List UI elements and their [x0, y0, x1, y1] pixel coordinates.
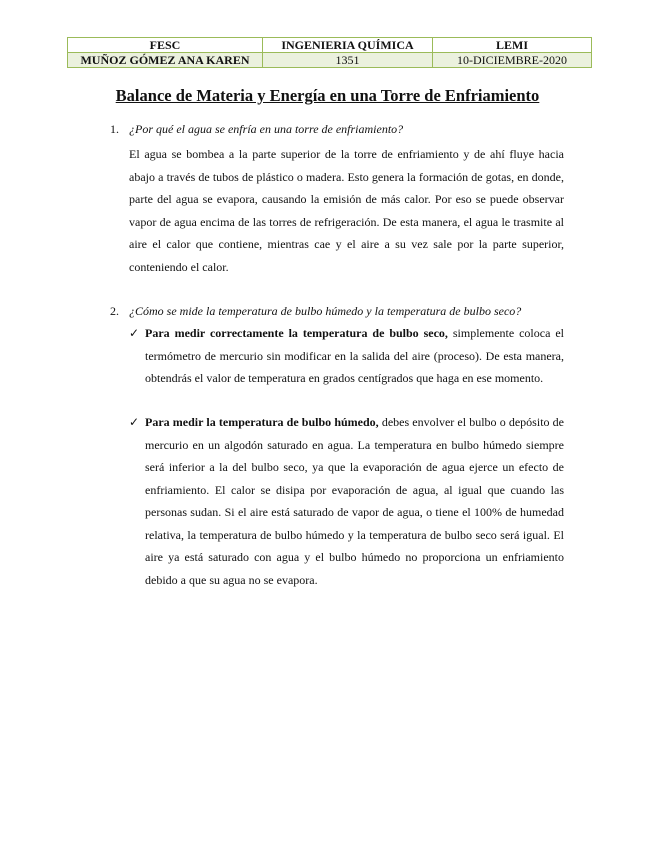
checkmark-icon: ✓ [129, 415, 140, 429]
header-cell-lab: LEMI [433, 38, 592, 53]
bullet-text: debes envolver el bulbo o depósito de mercurio en un algodón saturado en agua. La temperatura en bulbo húmedo siempre será inferior a la del bulbo seco, ya que la evaporación de agua ejerce un efecto de enfriamiento. El calor se disipa por evaporación de agua, al igual que cuando las personas sudan. Si el aire está saturado de vapor de agua, o tiene el 100% de humedad relativa, la temperatura de bulbo húmedo y la temperatura de bulbo seco será igual. El aire ya está saturado con agua y el bulbo húmedo no proporciona un enfriamiento debido a que su agua no se evapora. [145, 415, 564, 587]
checkmark-icon: ✓ [129, 326, 140, 340]
bullet-heading: Para medir correctamente la temperatura de bulbo seco, [145, 326, 448, 340]
bullet-dry-bulb [129, 322, 564, 390]
answer-1-paragraph: El agua se bombea a la parte superior de la torre de enfriamiento y de ahí fluye hacia abajo a través de tubos de plástico o madera. Esto genera la formación de gotas, en donde, parte del agua se evapora, causando la emisión de más calor. Por eso se puede observar vapor de agua encima de las torres de refrigeración. De esta manera, el agua le trasmite al aire el calor que contiene, mientras cae y el aire a su vez sale por la parte superior, conteniendo el calor. [129, 147, 564, 274]
question-text: ¿Por qué el agua se enfría en una torre de enfriamiento? [129, 122, 404, 136]
bullet-heading: Para medir la temperatura de bulbo húmedo, [145, 415, 379, 429]
question-text: ¿Cómo se mide la temperatura de bulbo húmedo y la temperatura de bulbo seco? [129, 304, 522, 318]
header-cell-faculty: FESC [68, 38, 263, 53]
question-number: 1. [110, 122, 119, 136]
question-1 [110, 122, 403, 137]
header-row [68, 53, 592, 68]
bullet-wet-bulb [129, 411, 564, 591]
header-cell-group: 1351 [263, 53, 433, 68]
question-number: 2. [110, 304, 119, 318]
bullet-text: simplemente coloca el termómetro de mercurio sin modificar en la salida del aire (proceso). De esta manera, obtendrás el valor de temperatura en grados centígrados que haga en ese momento. [145, 326, 564, 385]
header-cell-career: INGENIERIA QUÍMICA [263, 38, 433, 53]
header-cell-date: 10-DICIEMBRE-2020 [433, 53, 592, 68]
document-title: Balance de Materia y Energía en una Torre de Enfriamiento [115, 86, 540, 105]
header-row [68, 38, 592, 53]
question-2 [110, 304, 521, 319]
header-cell-student-name: MUÑOZ GÓMEZ ANA KAREN [68, 53, 263, 68]
header-table [67, 37, 592, 68]
